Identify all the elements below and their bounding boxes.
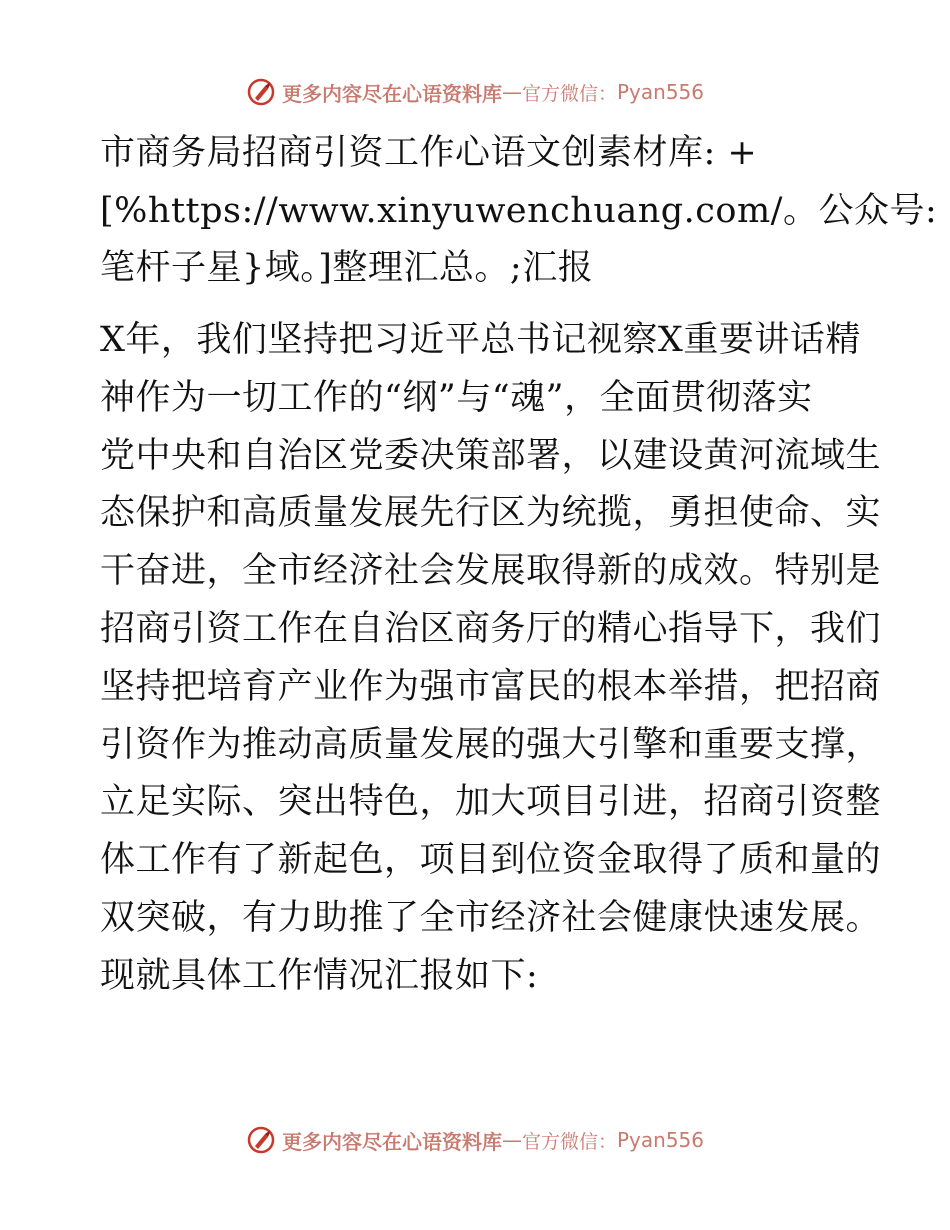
pen-nib-logo-icon [246, 77, 276, 107]
watermark-separator: — [501, 1128, 522, 1152]
body-line: 引资作为推动高质量发展的强大引擎和重要支撑， [100, 724, 882, 765]
body-line: 现就具体工作情况汇报如下: [100, 955, 539, 996]
body-line: 干奋进，全市经济社会发展取得新的成效。特别是 [100, 551, 882, 592]
pen-nib-logo-icon [246, 1125, 276, 1155]
watermark-wechat-id: Pyan556 [617, 80, 705, 104]
title-line: [%https://www.xinyuwenchuang.com/。公众号: [100, 190, 938, 231]
body-line: X年，我们坚持把习近平总书记视察X重要讲话精 [100, 320, 861, 360]
document-title [100, 125, 938, 298]
body-line: 态保护和高质量发展先行区为统揽，勇担使命、实 [100, 493, 882, 534]
watermark-footer [0, 1120, 950, 1160]
body-line: 体工作有了新起色，项目到位资金取得了质和量的 [100, 840, 882, 881]
watermark-separator: — [501, 80, 522, 104]
watermark-main-text: 更多内容尽在心语资料库 [281, 81, 502, 106]
watermark-header [0, 72, 950, 112]
body-line: 坚持把培育产业作为强市富民的根本举措，把招商 [100, 666, 882, 707]
title-line: 市商务局招商引资工作心语文创素材库: + [100, 133, 758, 173]
watermark-wechat-label: 官方微信： [521, 1130, 617, 1153]
watermark-wechat-id: Pyan556 [617, 1128, 705, 1152]
body-line: 双突破，有力助推了全市经济社会健康快速发展。 [100, 897, 882, 938]
title-line: 笔杆子星}域。]整理汇总。;汇报 [100, 248, 594, 288]
body-line: 党中央和自治区党委决策部署，以建设黄河流域生 [100, 435, 882, 476]
watermark-main-text: 更多内容尽在心语资料库 [281, 1129, 502, 1154]
body-line: 立足实际、突出特色，加大项目引进，招商引资整 [100, 782, 882, 823]
body-line: 神作为一切工作的“纲”与“魂”，全面贯彻落实 [100, 377, 813, 418]
document-body [100, 312, 882, 1006]
watermark-wechat-label: 官方微信： [521, 82, 617, 105]
body-line: 招商引资工作在自治区商务厅的精心指导下，我们 [100, 608, 882, 649]
